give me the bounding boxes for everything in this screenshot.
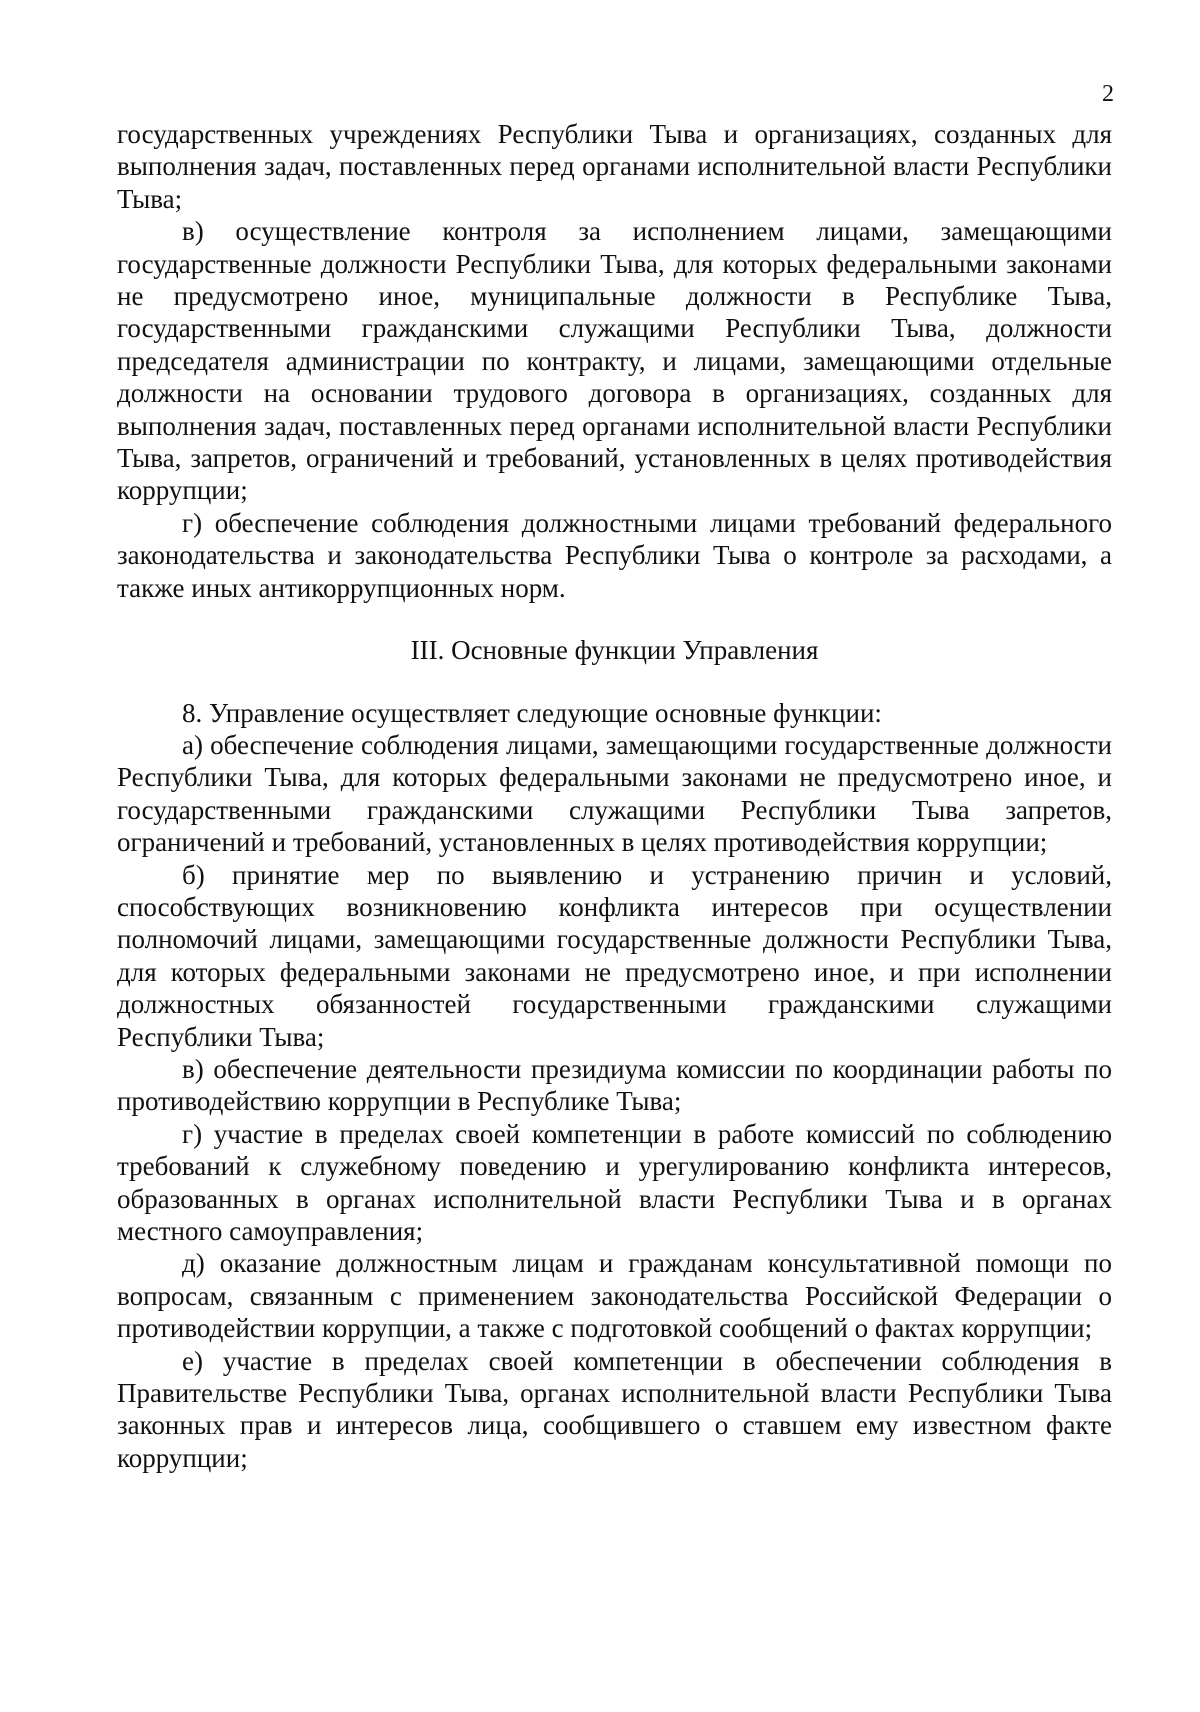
section-heading: III. Основные функции Управления: [410, 635, 819, 666]
paragraph-function-b: б) принятие мер по выявлению и устранению причин и условий, способствующих возникновению конфликта интересов при осуществлении полномочий лицами, замещающими государственные должности Республики Тыва, для которых федеральными законами не предусмотрено иное, и при исполнении должностных обязанностей государственными гражданскими служащими Республики Тыва;: [117, 859, 1112, 1052]
document-body: [117, 118, 1112, 1474]
paragraph-function-a: а) обеспечение соблюдения лицами, замещающими государственные должности Республики Тыва, для которых федеральными законами не предусмотрено иное, и государственными гражданскими служащими Республики Тыва запретов, ограничений и требований, установленных в целях противодействия коррупции;: [117, 729, 1112, 858]
paragraph-function-e: е) участие в пределах своей компетенции в обеспечении соблюдения в Правительстве Республики Тыва, органах исполнительной власти Республики Тыва законных прав и интересов лица, сообщившего о ставшем ему известном факте коррупции;: [117, 1345, 1112, 1473]
paragraph-point-8: 8. Управление осуществляет следующие основные функции:: [182, 697, 882, 728]
paragraph-function-d: д) оказание должностным лицам и гражданам консультативной помощи по вопросам, связанным с применением законодательства Российской Федерации о противодействии коррупции, а также с подготовкой сообщений о фактах коррупции;: [117, 1248, 1112, 1344]
paragraph-item-v: в) осуществление контроля за исполнением лицами, замещающими государственные должности Республики Тыва, для которых федеральными законами не предусмотрено иное, муниципальные должности в Республике Тыва, государственными гражданскими служащими Республики Тыва, должности председателя администрации по контракту, и лицами, замещающими отдельные должности на основании трудового договора в организациях, созданных для выполнения задач, поставленных перед органами исполнительной власти Республики Тыва, запретов, ограничений и требований, установленных в целях противодействия коррупции;: [117, 216, 1112, 506]
paragraph-function-v: в) обеспечение деятельности президиума комиссии по координации работы по противодействию коррупции в Республике Тыва;: [117, 1053, 1112, 1117]
paragraph-item-g: г) обеспечение соблюдения должностными лицами требований федерального законодательства и законодательства Республики Тыва о контроле за расходами, а также иных антикоррупционных норм.: [117, 507, 1112, 603]
paragraph-function-g: г) участие в пределах своей компетенции в работе комиссий по соблюдению требований к служебному поведению и урегулированию конфликта интересов, образованных в органах исполнительной власти Республики Тыва и в органах местного самоуправления;: [117, 1118, 1112, 1246]
page-number: 2: [1102, 81, 1114, 107]
paragraph-continuation: государственных учреждениях Республики Тыва и организациях, созданных для выполнения задач, поставленных перед органами исполнительной власти Республики Тыва;: [117, 119, 1112, 214]
